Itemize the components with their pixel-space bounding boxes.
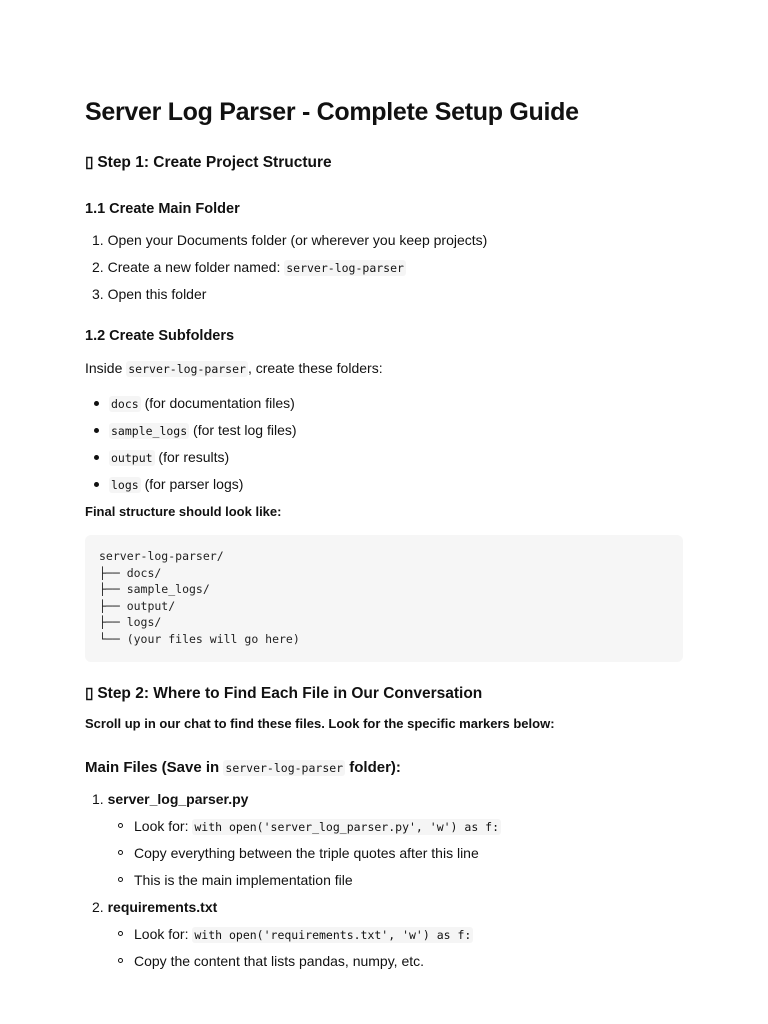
intro-text: , create these folders:	[247, 360, 383, 376]
list-item	[92, 259, 406, 275]
circle-bullet-icon	[118, 877, 123, 882]
list-item-text: (for test log files)	[189, 422, 297, 438]
sub-item-text: This is the main implementation file	[134, 872, 353, 888]
sub-item-text: Copy everything between the triple quotes after this line	[134, 845, 479, 861]
step1-heading	[85, 153, 332, 172]
inline-code: server-log-parser	[128, 362, 246, 376]
circle-bullet-icon	[118, 931, 123, 936]
list-item	[109, 395, 295, 411]
sub-item-text: Copy the content that lists pandas, numpy, etc.	[134, 953, 425, 969]
list-item-text: Open this folder	[107, 286, 207, 302]
inline-code: docs	[111, 397, 139, 411]
list-number: 1.	[92, 791, 104, 807]
inline-code: with open('requirements.txt', 'w') as f:	[194, 928, 472, 942]
file-name: requirements.txt	[107, 899, 218, 915]
list-number: 1.	[92, 232, 104, 248]
bullet-icon	[94, 428, 99, 433]
scroll-note: Scroll up in our chat to find these files. Look for the specific markers below:	[85, 716, 555, 731]
list-item-text: (for parser logs)	[140, 476, 244, 492]
bullet-icon	[94, 401, 99, 406]
list-item	[92, 232, 487, 248]
list-item	[109, 476, 243, 492]
inline-code: logs	[111, 478, 139, 492]
intro-text: Inside	[85, 360, 127, 376]
sub-list-item	[134, 845, 479, 861]
list-item	[92, 286, 206, 302]
section-1-2-heading: 1.2 Create Subfolders	[85, 328, 235, 344]
missing-glyph-icon: ▯	[85, 685, 94, 702]
heading-text: folder):	[345, 759, 401, 776]
step2-heading-text: Step 2: Where to Find Each File in Our Conversation	[97, 685, 483, 702]
circle-bullet-icon	[118, 850, 123, 855]
list-item	[109, 422, 297, 438]
sub-list-item	[134, 953, 424, 969]
sub-item-text: Look for:	[134, 818, 193, 834]
circle-bullet-icon	[118, 823, 123, 828]
inline-code: with open('server_log_parser.py', 'w') as f:	[194, 820, 500, 834]
step1-heading-text: Step 1: Create Project Structure	[97, 154, 332, 171]
inline-code: server-log-parser	[225, 761, 344, 775]
file-name: server_log_parser.py	[107, 791, 249, 807]
inline-code: sample_logs	[111, 424, 188, 438]
bullet-icon	[94, 455, 99, 460]
sub-list-item	[134, 872, 353, 888]
file-item	[92, 791, 248, 807]
list-number: 2.	[92, 259, 104, 275]
bullet-icon	[94, 482, 99, 487]
page-title: Server Log Parser - Complete Setup Guide	[85, 98, 579, 126]
circle-bullet-icon	[118, 958, 123, 963]
sub-list-item	[134, 818, 501, 834]
list-item-text: (for documentation files)	[140, 395, 295, 411]
list-number: 3.	[92, 286, 104, 302]
missing-glyph-icon: ▯	[85, 154, 94, 171]
list-item-text: Create a new folder named:	[107, 259, 285, 275]
sub-item-text: Look for:	[134, 926, 193, 942]
list-item-text: (for results)	[154, 449, 230, 465]
list-number: 2.	[92, 899, 104, 915]
folder-tree-text: server-log-parser/ ├── docs/ ├── sample_logs/ ├── output/ ├── logs/ └── (your files will go here)	[99, 549, 300, 646]
section-1-1-heading: 1.1 Create Main Folder	[85, 201, 240, 217]
main-files-heading	[85, 759, 401, 776]
inline-code: server-log-parser	[286, 261, 404, 275]
inline-code: output	[111, 451, 153, 465]
sub-list-item	[134, 926, 473, 942]
step2-heading	[85, 684, 482, 703]
file-item	[92, 899, 217, 915]
folder-tree-codeblock	[85, 535, 683, 662]
subfolders-intro	[85, 360, 383, 376]
heading-text: Main Files (Save in	[85, 759, 224, 776]
final-structure-label: Final structure should look like:	[85, 504, 282, 519]
list-item-text: Open your Documents folder (or wherever you keep projects)	[107, 232, 488, 248]
list-item	[109, 449, 229, 465]
